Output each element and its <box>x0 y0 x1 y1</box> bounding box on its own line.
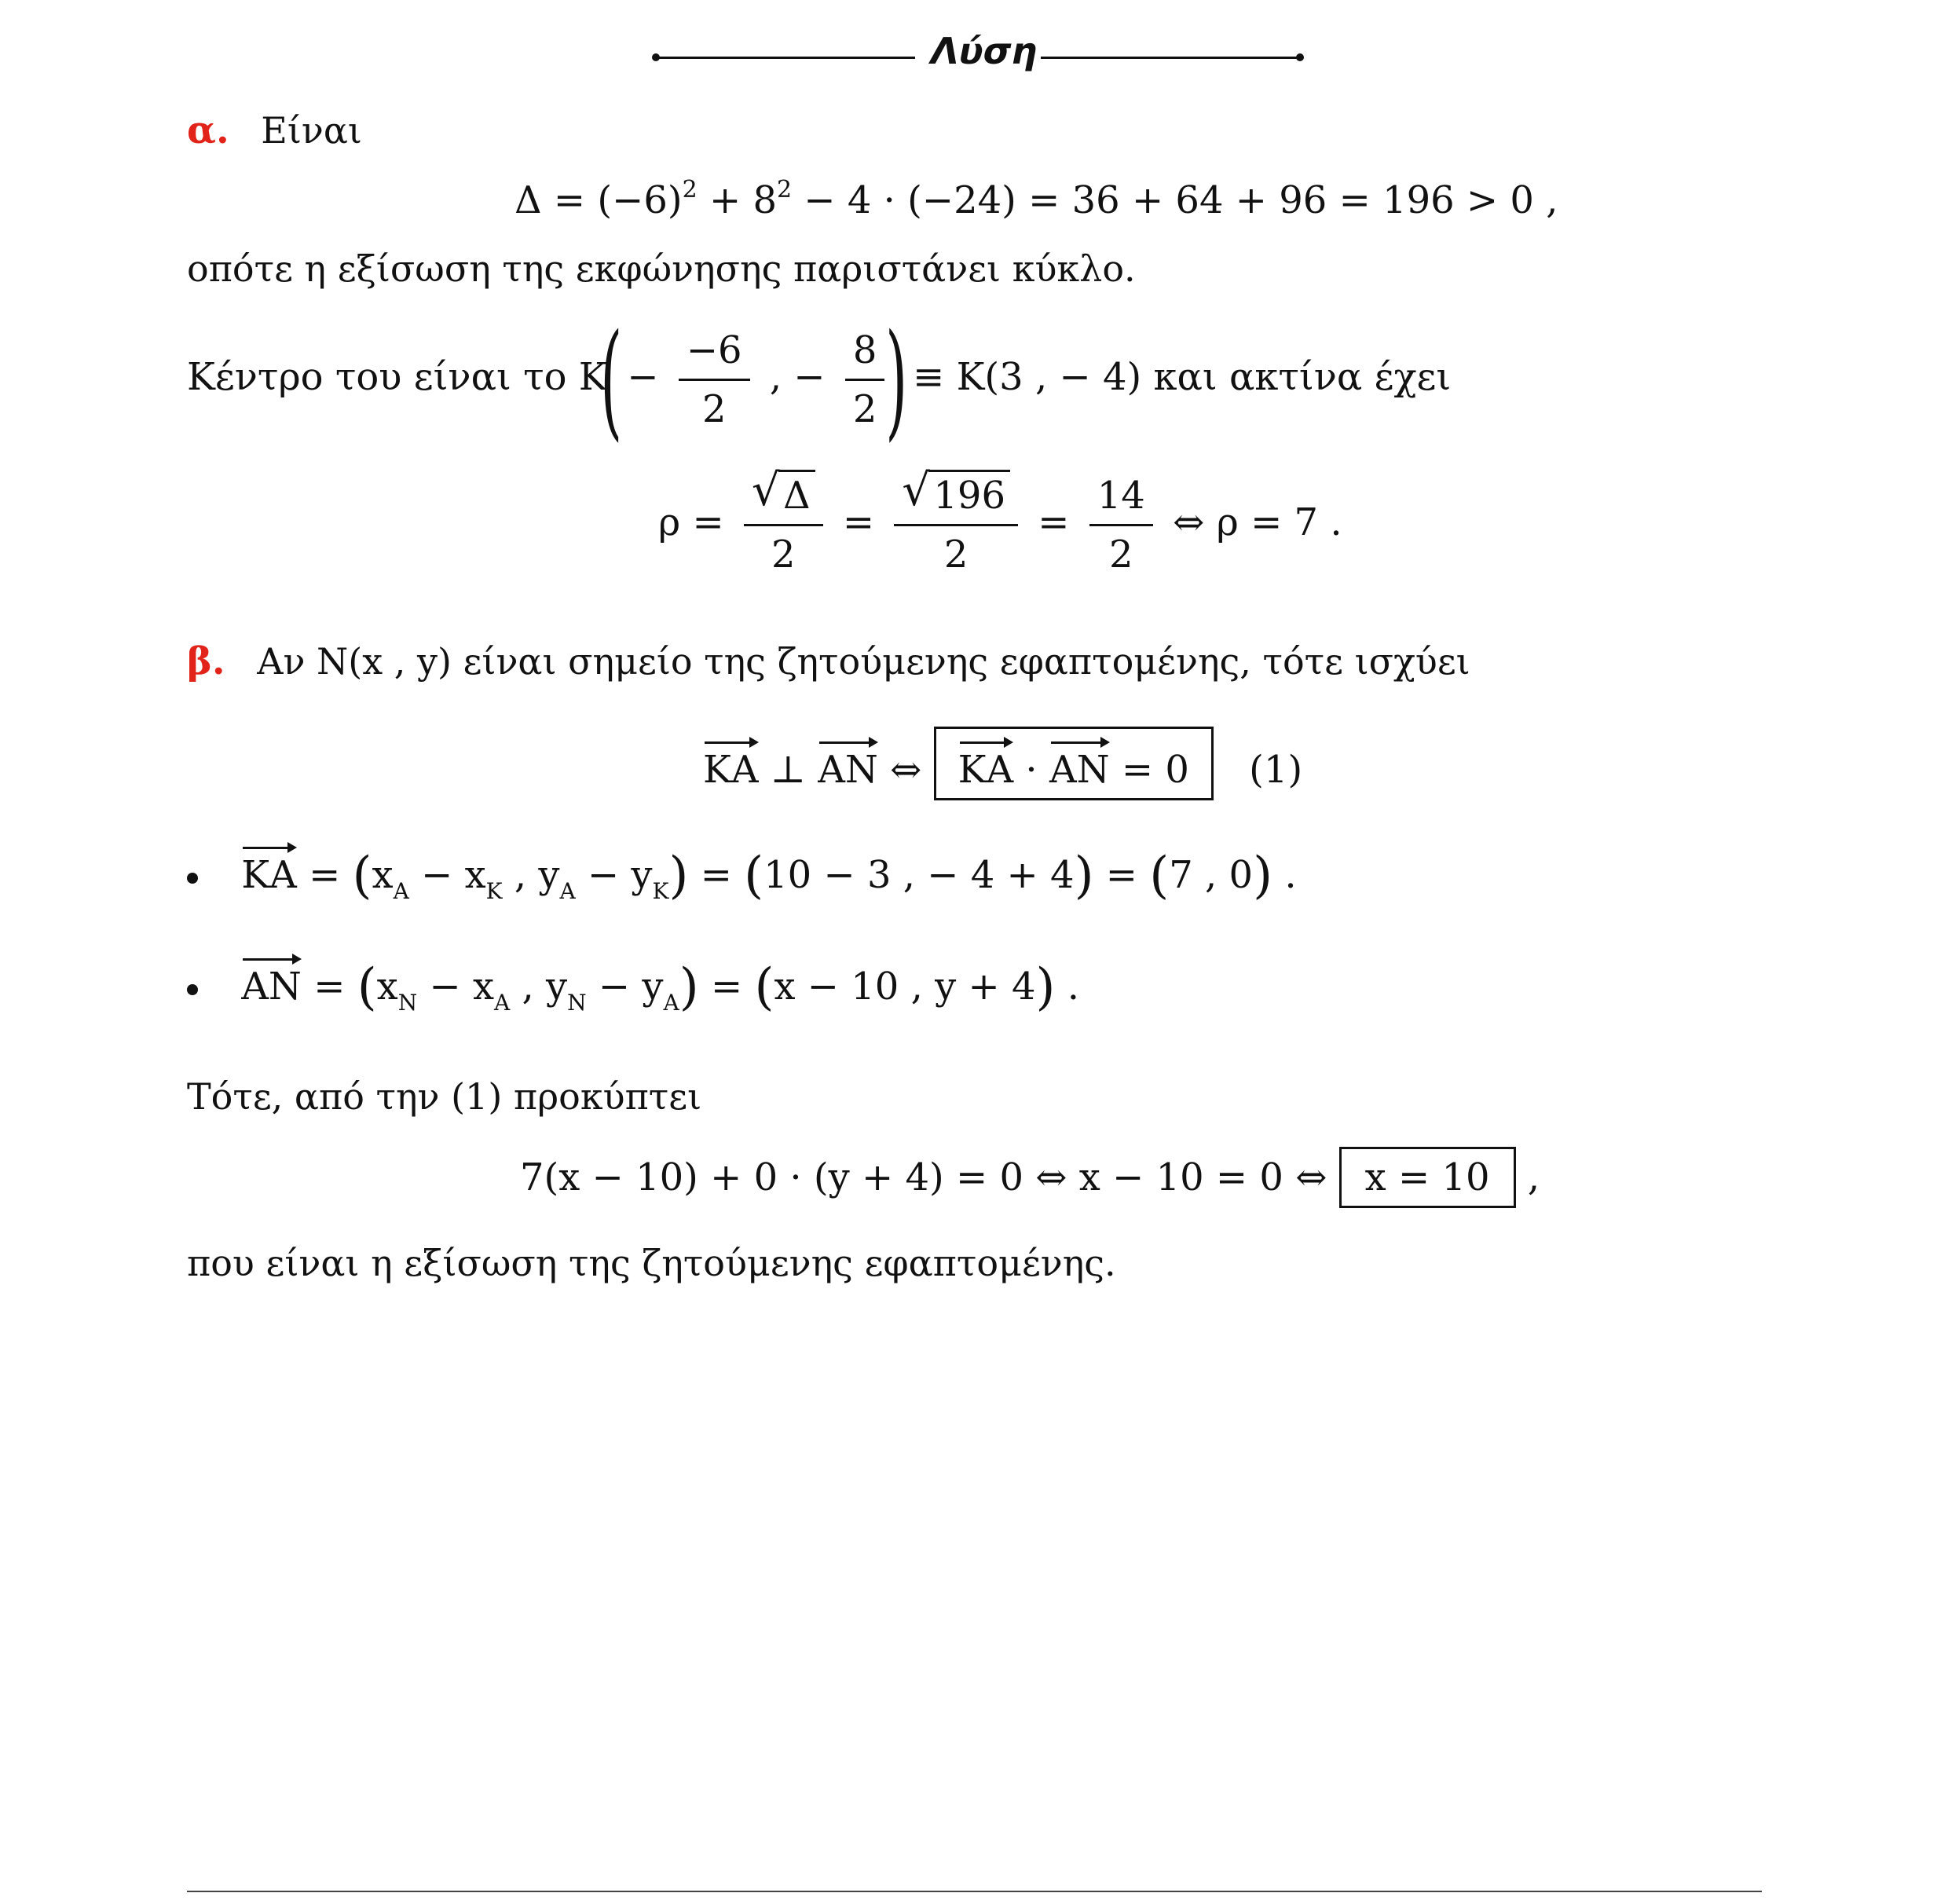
exponent-1: 2 <box>682 176 698 203</box>
paren-close: ) <box>679 958 699 1016</box>
center-minus: − <box>627 355 659 399</box>
bullet-2 <box>187 984 198 995</box>
dot-product-box <box>934 727 1214 800</box>
fraction-y-num: 8 <box>845 327 885 381</box>
minus-y-a: − y <box>586 965 664 1009</box>
bullet2-eq2: = <box>698 965 755 1009</box>
vector-KA: ΚΑ <box>703 734 759 793</box>
fraction-x-den: 2 <box>701 387 727 431</box>
sub-a: Α <box>393 878 409 904</box>
part-b-then: Τότε, από την (1) προκύπτει <box>187 1075 702 1118</box>
bullet1-end: . <box>1272 853 1297 897</box>
sqrt-196-radicand: 196 <box>928 470 1010 518</box>
left-paren: ( <box>599 306 622 453</box>
paren-open-2: ( <box>754 958 774 1016</box>
radius-fraction-3-num: 14 <box>1089 472 1153 526</box>
paren-open: ( <box>357 958 377 1016</box>
bullet1-eq3: = <box>1093 853 1150 897</box>
final-equation <box>520 1147 1540 1208</box>
radius-fraction-1-num <box>744 465 823 526</box>
center-fraction-y <box>845 327 885 433</box>
part-a-conclusion: οπότε η εξίσωση της εκφώνησης παριστάνει κύκλο. <box>187 247 1136 290</box>
radius-fraction-3-den: 2 <box>1109 533 1133 577</box>
sqrt-delta-radicand: Δ <box>778 470 815 518</box>
x-a: x <box>372 853 394 897</box>
paren-close-2: ) <box>1074 847 1094 905</box>
paren-close: ) <box>668 847 689 905</box>
right-paren: ) <box>885 306 908 453</box>
header-right-dot <box>1296 53 1304 61</box>
perp-symbol: ⊥ <box>770 748 806 792</box>
dot-product-eq: = 0 <box>1121 748 1189 792</box>
part-a-label: α. <box>187 108 229 152</box>
bullet1-eq2: = <box>688 853 745 897</box>
header-left-rule <box>656 57 915 59</box>
center-comma: , − <box>769 355 826 399</box>
sub-n-2: Ν <box>567 990 587 1016</box>
iff-symbol: ⇔ <box>890 748 922 792</box>
radius-eq-2: = <box>1038 500 1070 544</box>
radius-fraction-2-den: 2 <box>943 533 969 577</box>
minus-x-a: − x <box>417 965 495 1009</box>
discriminant-mid: + 8 <box>697 178 777 222</box>
sub-k-2: Κ <box>652 878 669 904</box>
part-a-intro: Είναι <box>261 109 362 152</box>
solution-title: Λύση <box>931 30 1038 72</box>
rho-label: ρ = <box>658 500 724 544</box>
sub-k: Κ <box>485 878 503 904</box>
radius-fraction-2-num <box>894 465 1018 526</box>
bullet-AN <box>187 950 1079 1027</box>
paren-open-2: ( <box>744 847 764 905</box>
bullet1-inner3: 7 , 0 <box>1169 853 1254 897</box>
discriminant-lhs: Δ = (−6) <box>514 178 683 222</box>
bullet-1 <box>187 873 198 884</box>
minus-y-k: − y <box>575 853 653 897</box>
sub-a-2: Α <box>663 990 679 1016</box>
vector-AN-boxed: ΑΝ <box>1049 734 1110 793</box>
vector-KA-def: ΚΑ <box>241 839 297 899</box>
footer-rule <box>187 1891 1762 1892</box>
bullet2-eq: = <box>313 965 357 1009</box>
fraction-y-den: 2 <box>852 387 877 431</box>
center-result: ≡ Κ(3 , − 4) και ακτίνα έχει <box>913 355 1452 399</box>
radius-equation <box>658 463 1342 581</box>
part-b-conclusion: που είναι η εξίσωση της ζητούμενης εφαπτομένης. <box>187 1242 1116 1284</box>
part-b-intro-line <box>187 638 1470 685</box>
part-b-label: β. <box>187 639 225 683</box>
x-n: x <box>376 965 398 1009</box>
equation-tag: (1) <box>1249 748 1303 792</box>
sqrt-symbol: √ <box>902 465 931 516</box>
minus-x-k: − x <box>408 853 486 897</box>
final-answer-box: x = 10 <box>1339 1147 1516 1208</box>
exponent-2: 2 <box>776 176 793 203</box>
sep-y-n: , y <box>510 965 568 1009</box>
vector-AN: ΑΝ <box>818 734 878 793</box>
center-prefix: Κέντρο του είναι το Κ <box>187 355 607 399</box>
part-a-intro-line <box>187 107 362 154</box>
radius-fraction-1-den: 2 <box>771 533 796 577</box>
vector-AN-def: ΑΝ <box>241 950 302 1010</box>
bullet2-end: . <box>1055 965 1079 1009</box>
paren-close-3: ) <box>1253 847 1273 905</box>
discriminant-equation <box>514 167 1558 224</box>
perpendicular-condition <box>703 727 1302 800</box>
final-equation-end: , <box>1527 1155 1540 1199</box>
radius-fraction-2 <box>894 465 1018 578</box>
final-equation-text: 7(x − 10) + 0 · (y + 4) = 0 ⇔ x − 10 = 0 ⇔ <box>520 1155 1327 1199</box>
paren-open: ( <box>352 847 372 905</box>
paren-close-2: ) <box>1035 958 1056 1016</box>
vector-KA-boxed: ΚΑ <box>958 734 1014 793</box>
dot-symbol: · <box>1025 748 1038 792</box>
bullet1-eq: = <box>309 853 353 897</box>
sep-y-a: , y <box>502 853 560 897</box>
part-b-intro: Αν Ν(x , y) είναι σημείο της ζητούμενης εφαπτομένης, τότε ισχύει <box>257 640 1470 683</box>
sub-n: Ν <box>397 990 418 1016</box>
center-line <box>187 306 1452 453</box>
sqrt-delta <box>751 465 815 519</box>
header-right-rule <box>1041 57 1300 59</box>
discriminant-rest: − 4 · (−24) = 36 + 64 + 96 = 196 > 0 , <box>792 178 1558 222</box>
bullet1-inner2: 10 − 3 , − 4 + 4 <box>763 853 1075 897</box>
center-fraction-x <box>679 327 750 433</box>
radius-fraction-3 <box>1089 472 1153 578</box>
sub-a-2: Α <box>559 878 576 904</box>
radius-result: ⇔ ρ = 7 . <box>1173 500 1342 544</box>
bullet2-inner2: x − 10 , y + 4 <box>774 965 1036 1009</box>
bullet-KA <box>187 839 1297 915</box>
sub-a: Α <box>494 990 511 1016</box>
solution-header <box>652 30 1304 77</box>
radius-fraction-1 <box>744 465 823 578</box>
sqrt-196 <box>902 465 1010 519</box>
fraction-x-num: −6 <box>679 327 750 381</box>
radius-eq-1: = <box>842 500 875 544</box>
sqrt-symbol: √ <box>751 465 780 516</box>
paren-open-3: ( <box>1149 847 1170 905</box>
